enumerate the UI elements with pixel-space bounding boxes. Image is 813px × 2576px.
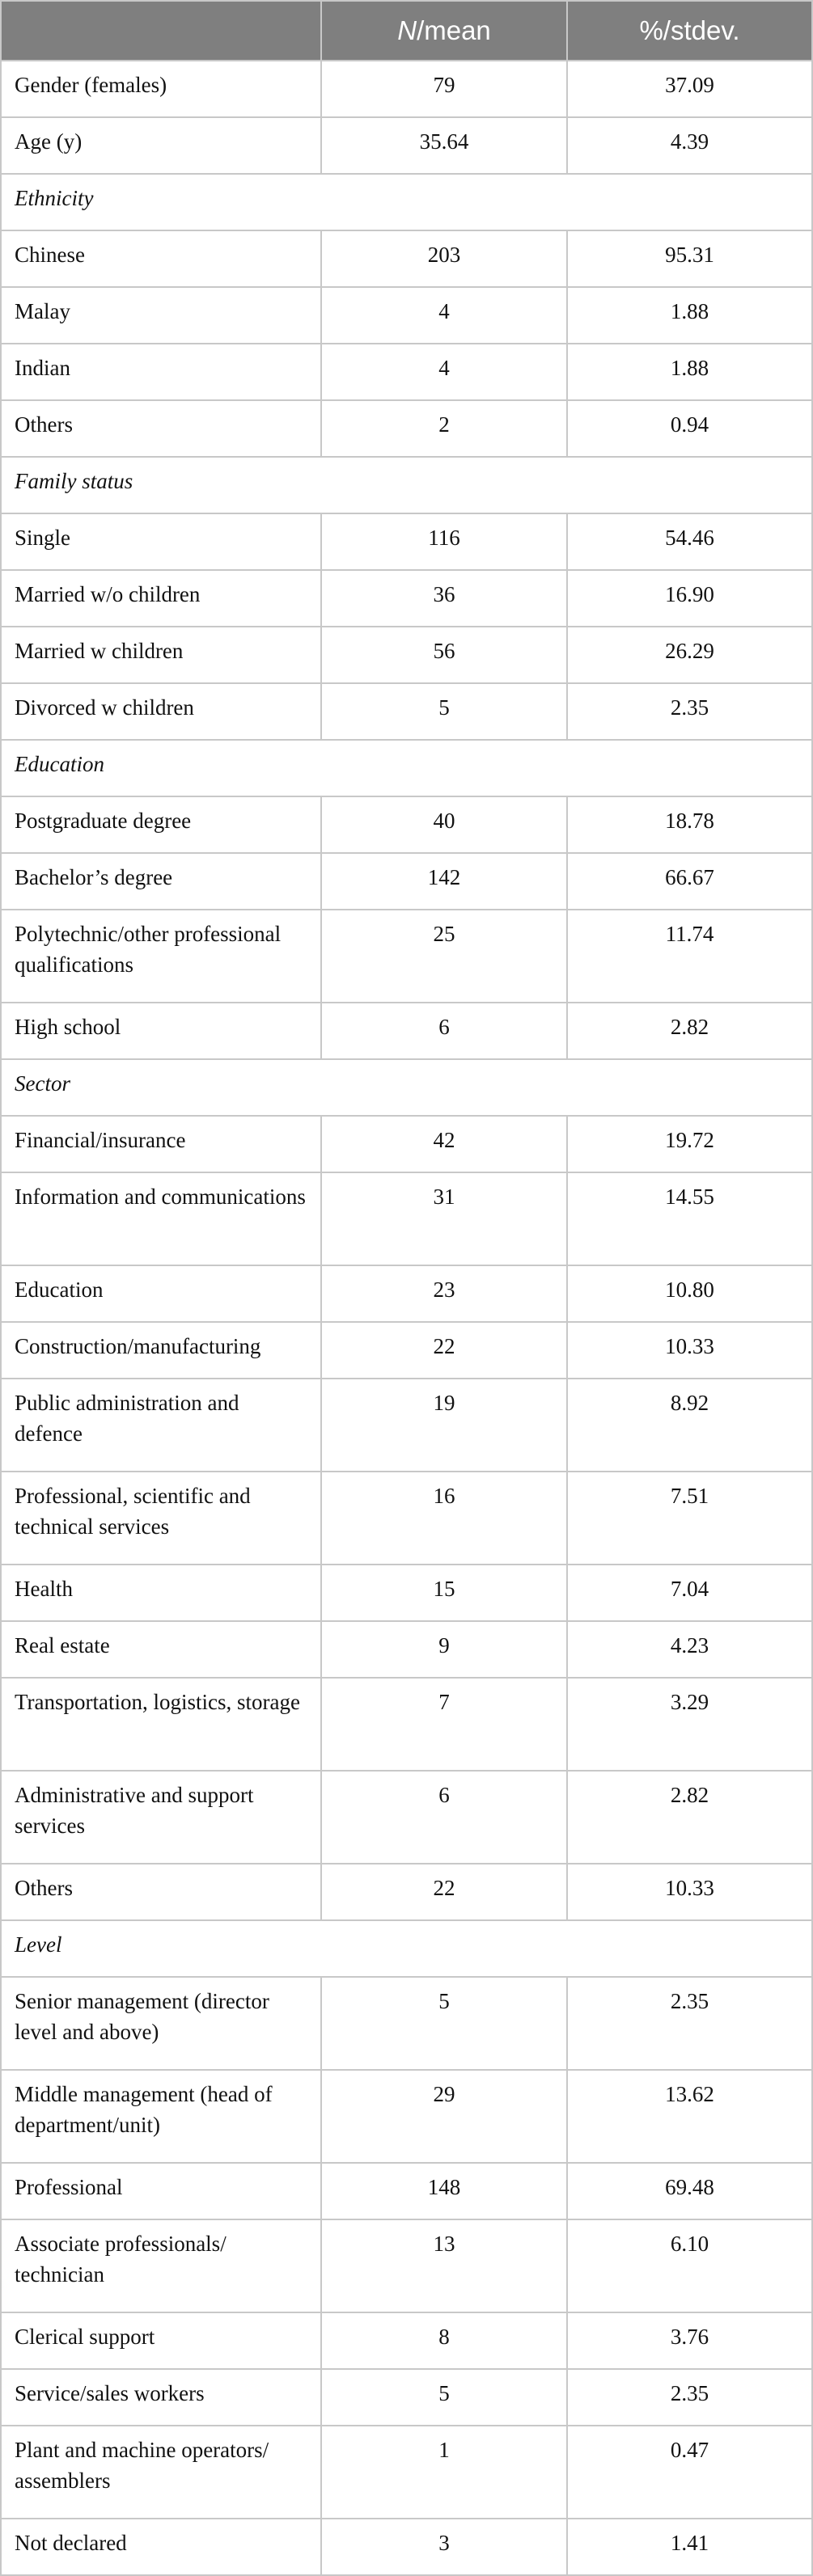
header-n-mean [321, 1, 567, 61]
table-row [1, 2426, 812, 2519]
row-pct-stdev: 8.92 [567, 1379, 812, 1472]
table-row [1, 513, 812, 570]
row-label: Married w children [1, 627, 321, 683]
section-row [1, 740, 812, 796]
table-row [1, 287, 812, 344]
row-n-mean: 5 [321, 683, 567, 740]
table-row [1, 1864, 812, 1920]
row-pct-stdev: 0.94 [567, 400, 812, 457]
row-label: Postgraduate degree [1, 796, 321, 853]
row-label: High school [1, 1003, 321, 1059]
table-row [1, 1003, 812, 1059]
row-n-mean: 1 [321, 2426, 567, 2519]
row-label: Middle management (head of department/unit) [1, 2070, 321, 2163]
table-row [1, 1116, 812, 1172]
row-pct-stdev: 2.82 [567, 1003, 812, 1059]
row-label: Associate professionals/ technician [1, 2219, 321, 2312]
row-pct-stdev: 7.04 [567, 1565, 812, 1621]
row-label: Married w/o children [1, 570, 321, 627]
header-n: N [397, 15, 417, 45]
row-n-mean: 36 [321, 570, 567, 627]
row-label: Information and communications [1, 1172, 321, 1265]
row-n-mean: 6 [321, 1771, 567, 1864]
table-row [1, 2312, 812, 2369]
table-row [1, 1771, 812, 1864]
row-label: Polytechnic/other professional qualifications [1, 910, 321, 1003]
row-pct-stdev: 66.67 [567, 853, 812, 910]
row-n-mean: 79 [321, 61, 567, 117]
row-label: Others [1, 1864, 321, 1920]
row-n-mean: 15 [321, 1565, 567, 1621]
header-variable [1, 1, 321, 61]
row-label: Health [1, 1565, 321, 1621]
row-label: Professional, scientific and technical services [1, 1472, 321, 1565]
row-n-mean: 5 [321, 1977, 567, 2070]
table-row [1, 2070, 812, 2163]
row-label: Single [1, 513, 321, 570]
row-pct-stdev: 13.62 [567, 2070, 812, 2163]
row-label: Gender (females) [1, 61, 321, 117]
table-row [1, 1977, 812, 2070]
row-pct-stdev: 18.78 [567, 796, 812, 853]
row-label: Construction/manufacturing [1, 1322, 321, 1379]
table-row [1, 1379, 812, 1472]
table-row [1, 1172, 812, 1265]
row-n-mean: 7 [321, 1678, 567, 1771]
row-pct-stdev: 26.29 [567, 627, 812, 683]
row-label: Plant and machine operators/ assemblers [1, 2426, 321, 2519]
row-pct-stdev: 3.76 [567, 2312, 812, 2369]
row-label: Age (y) [1, 117, 321, 174]
row-label: Real estate [1, 1621, 321, 1678]
row-n-mean: 31 [321, 1172, 567, 1265]
row-label: Public administration and defence [1, 1379, 321, 1472]
section-heading: Sector [1, 1059, 812, 1116]
row-n-mean: 8 [321, 2312, 567, 2369]
table-row [1, 344, 812, 400]
row-pct-stdev: 10.80 [567, 1265, 812, 1322]
row-label: Chinese [1, 230, 321, 287]
row-label: Education [1, 1265, 321, 1322]
row-label: Professional [1, 2163, 321, 2219]
section-row [1, 1059, 812, 1116]
row-n-mean: 22 [321, 1864, 567, 1920]
table-row [1, 1322, 812, 1379]
row-n-mean: 142 [321, 853, 567, 910]
row-n-mean: 35.64 [321, 117, 567, 174]
row-n-mean: 23 [321, 1265, 567, 1322]
section-row [1, 457, 812, 513]
table-row [1, 1678, 812, 1771]
row-n-mean: 13 [321, 2219, 567, 2312]
table-row [1, 1472, 812, 1565]
section-row [1, 174, 812, 230]
table-row [1, 2519, 812, 2575]
section-heading: Education [1, 740, 812, 796]
row-n-mean: 5 [321, 2369, 567, 2426]
row-pct-stdev: 3.29 [567, 1678, 812, 1771]
row-n-mean: 29 [321, 2070, 567, 2163]
row-n-mean: 4 [321, 287, 567, 344]
row-pct-stdev: 7.51 [567, 1472, 812, 1565]
table-row [1, 853, 812, 910]
row-n-mean: 9 [321, 1621, 567, 1678]
section-heading: Family status [1, 457, 812, 513]
row-pct-stdev: 16.90 [567, 570, 812, 627]
row-pct-stdev: 37.09 [567, 61, 812, 117]
row-n-mean: 148 [321, 2163, 567, 2219]
row-label: Transportation, logistics, storage [1, 1678, 321, 1771]
row-pct-stdev: 54.46 [567, 513, 812, 570]
row-n-mean: 116 [321, 513, 567, 570]
row-pct-stdev: 11.74 [567, 910, 812, 1003]
row-label: Service/sales workers [1, 2369, 321, 2426]
row-label: Not declared [1, 2519, 321, 2575]
row-label: Divorced w children [1, 683, 321, 740]
row-label: Clerical support [1, 2312, 321, 2369]
row-pct-stdev: 10.33 [567, 1322, 812, 1379]
section-heading: Ethnicity [1, 174, 812, 230]
row-pct-stdev: 95.31 [567, 230, 812, 287]
row-pct-stdev: 69.48 [567, 2163, 812, 2219]
row-pct-stdev: 2.82 [567, 1771, 812, 1864]
row-label: Senior management (director level and above) [1, 1977, 321, 2070]
table-row [1, 910, 812, 1003]
row-pct-stdev: 4.39 [567, 117, 812, 174]
table-row [1, 1621, 812, 1678]
row-pct-stdev: 4.23 [567, 1621, 812, 1678]
table-row [1, 627, 812, 683]
row-pct-stdev: 10.33 [567, 1864, 812, 1920]
row-label: Financial/insurance [1, 1116, 321, 1172]
row-n-mean: 3 [321, 2519, 567, 2575]
row-label: Others [1, 400, 321, 457]
row-n-mean: 56 [321, 627, 567, 683]
table-row [1, 2369, 812, 2426]
table-header-row [1, 1, 812, 61]
header-mean: /mean [417, 15, 491, 45]
row-label: Administrative and support services [1, 1771, 321, 1864]
row-pct-stdev: 2.35 [567, 1977, 812, 2070]
table-row [1, 1265, 812, 1322]
table-row [1, 400, 812, 457]
row-label: Malay [1, 287, 321, 344]
row-n-mean: 40 [321, 796, 567, 853]
row-pct-stdev: 2.35 [567, 683, 812, 740]
table-row [1, 1565, 812, 1621]
row-n-mean: 6 [321, 1003, 567, 1059]
table-row [1, 570, 812, 627]
section-heading: Level [1, 1920, 812, 1977]
row-pct-stdev: 1.41 [567, 2519, 812, 2575]
header-pct-stdev: %/stdev. [567, 1, 812, 61]
section-row [1, 1920, 812, 1977]
row-pct-stdev: 6.10 [567, 2219, 812, 2312]
row-pct-stdev: 0.47 [567, 2426, 812, 2519]
table-row [1, 61, 812, 117]
table-row [1, 2219, 812, 2312]
row-pct-stdev: 1.88 [567, 287, 812, 344]
row-pct-stdev: 14.55 [567, 1172, 812, 1265]
row-n-mean: 203 [321, 230, 567, 287]
table-row [1, 796, 812, 853]
row-n-mean: 4 [321, 344, 567, 400]
table-row [1, 2163, 812, 2219]
table-body [1, 61, 812, 2575]
row-label: Bachelor’s degree [1, 853, 321, 910]
table-row [1, 117, 812, 174]
row-pct-stdev: 2.35 [567, 2369, 812, 2426]
row-n-mean: 22 [321, 1322, 567, 1379]
row-n-mean: 16 [321, 1472, 567, 1565]
table-row [1, 230, 812, 287]
row-n-mean: 2 [321, 400, 567, 457]
table-row [1, 683, 812, 740]
row-label: Indian [1, 344, 321, 400]
row-pct-stdev: 19.72 [567, 1116, 812, 1172]
row-n-mean: 19 [321, 1379, 567, 1472]
row-n-mean: 42 [321, 1116, 567, 1172]
row-n-mean: 25 [321, 910, 567, 1003]
row-pct-stdev: 1.88 [567, 344, 812, 400]
